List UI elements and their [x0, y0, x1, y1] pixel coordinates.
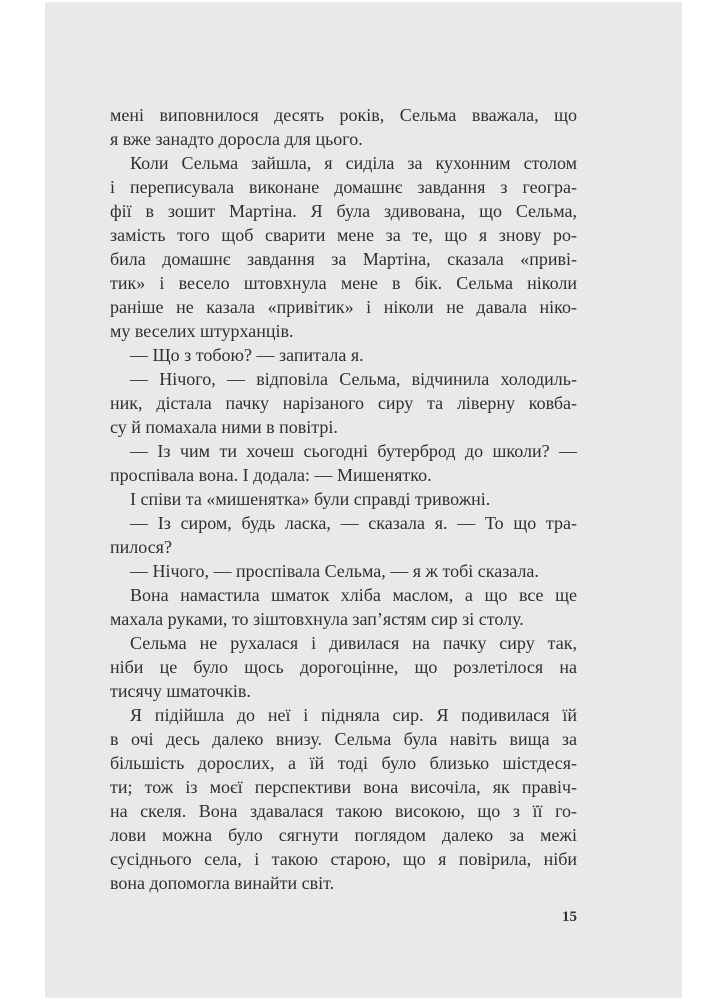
- text-line: на скеля. Вона здавалася такою високою, що з її го-: [110, 801, 577, 821]
- text-line: сусіднього села, і такою старою, що я повірила, ніби: [110, 849, 577, 869]
- text-line: су й помахала ними в повітрі.: [110, 417, 338, 437]
- text-line: — Нічого, — відповіла Сельма, відчинила холодиль-: [130, 369, 577, 389]
- text-line: Сельма не рухалася і дивилася на пачку сиру так,: [130, 633, 577, 653]
- text-line: раніше не казала «привітик» і ніколи не давала ніко-: [110, 297, 577, 317]
- text-line: — Із чим ти хочеш сьогодні бутерброд до школи? —: [130, 441, 577, 461]
- text-line: Вона намастила шматок хліба маслом, а що все ще: [130, 585, 577, 605]
- text-line: тик» і весело штовхнула мене в бік. Сельма ніколи: [110, 273, 577, 293]
- text-line: проспівала вона. І додала: — Мишенятко.: [110, 465, 432, 485]
- text-line: — Нічого, — проспівала Сельма, — я ж тобі сказала.: [130, 561, 539, 581]
- text-block: [110, 103, 577, 895]
- text-line: — Із сиром, будь ласка, — сказала я. — То що тра-: [130, 513, 577, 533]
- text-line: мені виповнилося десять років, Сельма вважала, що: [110, 105, 577, 125]
- text-line: І співи та «мишенятка» були справді тривожні.: [130, 489, 491, 509]
- book-page: [45, 2, 682, 998]
- text-line: му веселих штурханців.: [110, 321, 294, 341]
- text-line: фії в зошит Мартіна. Я була здивована, що Сельма,: [110, 201, 577, 221]
- text-line: замість того щоб сварити мене за те, що я знову ро-: [110, 225, 577, 245]
- text-line: в очі десь далеко внизу. Сельма була навіть вища за: [110, 729, 577, 749]
- text-line: тисячу шматочків.: [110, 681, 251, 701]
- text-line: ник, дістала пачку нарізаного сиру та ліверну ковба-: [110, 393, 577, 413]
- page-number: 15: [562, 909, 577, 925]
- text-line: — Що з тобою? — запитала я.: [130, 345, 364, 365]
- text-line: махала руками, то зіштовхнула зап’ястям сир зі столу.: [110, 609, 524, 629]
- text-line: більшість дорослих, а їй тоді було близько шістдеся-: [110, 753, 577, 773]
- text-line: лови можна було сягнути поглядом далеко за межі: [110, 825, 577, 845]
- text-line: я вже занадто доросла для цього.: [110, 129, 363, 149]
- text-line: пилося?: [110, 537, 172, 557]
- text-line: Я підійшла до неї і підняла сир. Я подивилася їй: [130, 705, 577, 725]
- text-line: ти; тож із моєї перспективи вона височіла, як правіч-: [110, 777, 577, 797]
- text-line: вона допомогла винайти світ.: [110, 873, 335, 893]
- text-line: била домашнє завдання за Мартіна, сказала «приві-: [110, 249, 577, 269]
- text-line: Коли Сельма зайшла, я сиділа за кухонним столом: [130, 153, 577, 173]
- text-line: ніби це було щось дорогоцінне, що розлетілося на: [110, 657, 577, 677]
- text-line: і переписувала виконане домашнє завдання з геогра-: [110, 177, 577, 197]
